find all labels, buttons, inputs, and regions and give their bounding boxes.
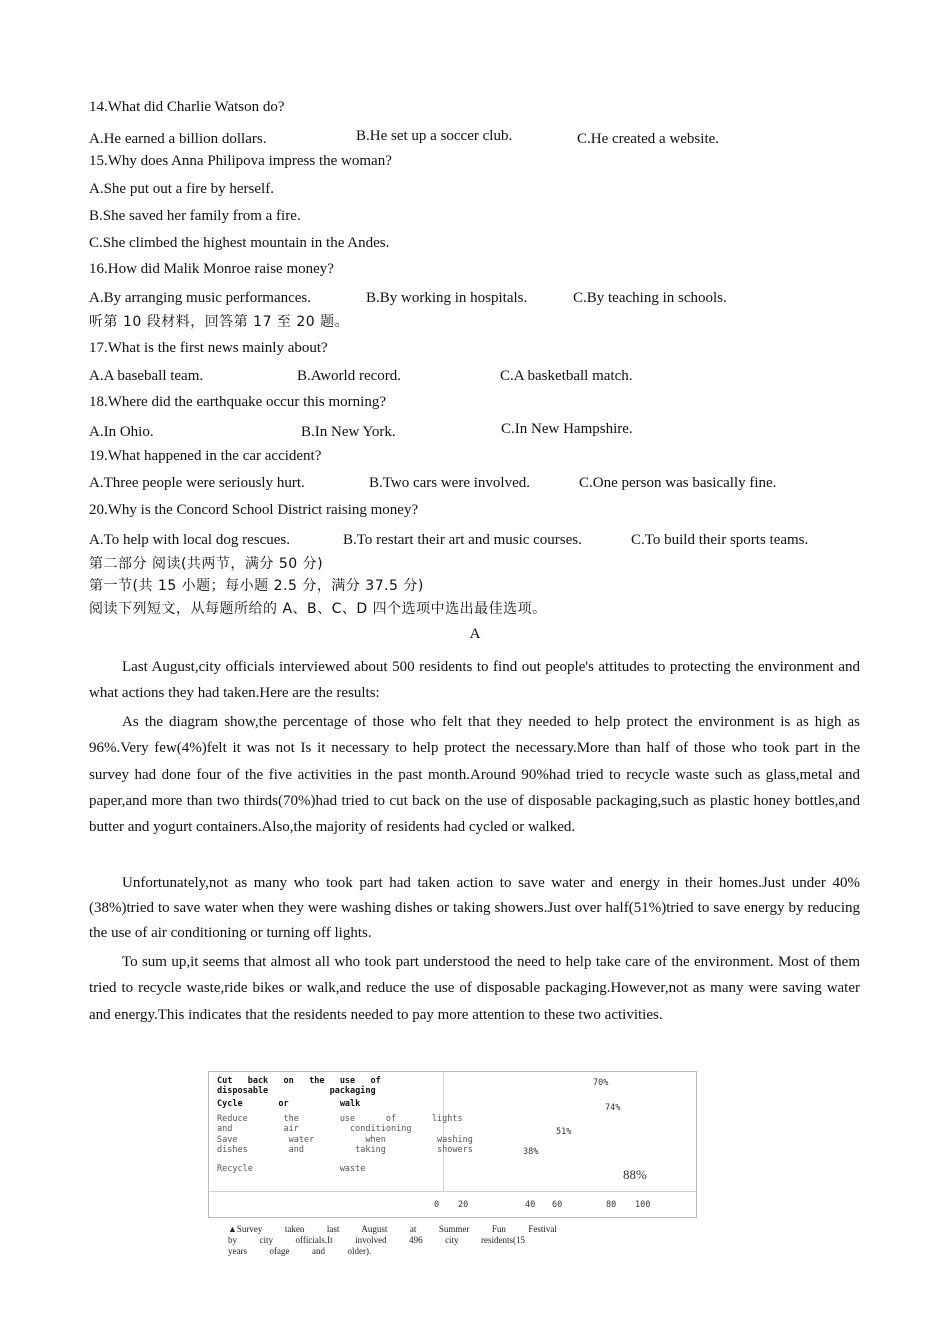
question-18-stem: 18.Where did the earthquake occur this morning?: [89, 394, 386, 410]
part2-directions: 阅读下列短文，从每题所给的 A、B、C、D 四个选项中选出最佳选项。: [89, 601, 547, 617]
question-15-option-a: A.She put out a fire by herself.: [89, 181, 274, 197]
chart-value-label-save-water: 38%: [523, 1147, 539, 1157]
question-17-option-a: A.A baseball team.: [89, 368, 204, 384]
chart-x-tick: 20: [458, 1200, 469, 1210]
survey-chart: [208, 1071, 697, 1218]
question-17-option-b: B.Aworld record.: [297, 368, 402, 384]
chart-category-recycle: Recycle waste: [217, 1164, 366, 1174]
chart-x-tick: 60: [552, 1200, 563, 1210]
question-16-stem: 16.How did Malik Monroe raise money?: [89, 261, 334, 277]
question-20-option-a: A.To help with local dog rescues.: [89, 532, 290, 548]
chart-category-cycle-walk: Cycle or walk: [217, 1099, 361, 1109]
question-15-option-c: C.She climbed the highest mountain in the Andes.: [89, 235, 390, 251]
chart-x-tick: 40: [525, 1200, 536, 1210]
chart-x-axis: [209, 1191, 696, 1218]
chart-x-tick: 0: [434, 1200, 440, 1210]
passage-label: A: [469, 626, 481, 642]
part2-section1: 第一节(共 15 小题；每小题 2.5 分，满分 37.5 分): [89, 578, 424, 594]
question-19-option-c: C.One person was basically fine.: [579, 475, 777, 491]
chart-value-label-cut-back: 70%: [593, 1078, 609, 1088]
question-17-stem: 17.What is the first news mainly about?: [89, 340, 328, 356]
chart-x-tick: 100: [635, 1200, 651, 1210]
question-19-option-a: A.Three people were seriously hurt.: [89, 475, 305, 491]
chart-caption-line-1: ▲Survey taken last August at Summer Fun Festival: [228, 1224, 557, 1234]
chart-caption: [228, 1224, 648, 1257]
instruction-section-10: 听第 10 段材料，回答第 17 至 20 题。: [89, 314, 350, 330]
question-19-option-b: B.Two cars were involved.: [369, 475, 530, 491]
chart-x-tick: 80: [606, 1200, 617, 1210]
question-14-option-a: A.He earned a billion dollars.: [89, 131, 267, 147]
passage-paragraph-1: Last August,city officials interviewed about 500 residents to find out people's attitudes to protecting the environment and what actions they had taken.Here are the results:: [89, 659, 860, 702]
chart-category-panel: [209, 1072, 473, 1191]
chart-value-label-reduce-lights: 51%: [556, 1127, 572, 1137]
question-20-option-b: B.To restart their art and music courses.: [343, 532, 582, 548]
passage-paragraph-2: As the diagram show,the percentage of those who felt that they needed to help protect the environment is as high as 96%.Very few(4%)felt it was not Is it necessary to help protect the necessary.More than half of those who took part in the survey had done four of the five activities in the past month.Around 90%had tried to recycle waste such as glass,metal and paper,and more than two thirds(70%)had tried to cut back on the use of disposable packaging,such as plastic honey bottles,and butter and yogurt containers.Also,the majority of residents had cycled or walked.: [89, 714, 860, 836]
question-18-option-c: C.In New Hampshire.: [501, 421, 633, 437]
chart-value-label-cycle-walk: 74%: [605, 1103, 621, 1113]
question-17-option-c: C.A basketball match.: [500, 368, 633, 384]
passage-paragraph-4: To sum up,it seems that almost all who took part understood the need to help take care of the environment. Most of them tried to recycle waste,ride bikes or walk,and reduce the use of disposable packaging.However,not as many were saving water and energy.This indicates that the residents needed to pay more attention to these two activities.: [89, 954, 860, 1023]
question-16-option-a: A.By arranging music performances.: [89, 290, 312, 306]
chart-caption-line-3: years ofage and older).: [228, 1246, 372, 1256]
question-19-stem: 19.What happened in the car accident?: [89, 448, 322, 464]
question-16-option-c: C.By teaching in schools.: [573, 290, 727, 306]
question-20-option-c: C.To build their sports teams.: [631, 532, 809, 548]
question-18-option-b: B.In New York.: [301, 424, 396, 440]
passage-paragraph-3: Unfortunately,not as many who took part had taken action to save water and energy in their homes.Just under 40%(38%)tried to save water when they were washing dishes or taking showers.Just over half(51%)tried to save energy by reducing the use of air conditioning or turning off lights.: [89, 875, 860, 941]
question-15-option-b: B.She saved her family from a fire.: [89, 208, 301, 224]
question-20-stem: 20.Why is the Concord School District raising money?: [89, 502, 419, 518]
question-16-option-b: B.By working in hospitals.: [366, 290, 528, 306]
part2-title: 第二部分 阅读(共两节，满分 50 分): [89, 556, 324, 572]
question-15-stem: 15.Why does Anna Philipova impress the woman?: [89, 153, 392, 169]
question-14-option-c: C.He created a website.: [577, 131, 720, 147]
chart-value-label-recycle: 88%: [623, 1167, 647, 1182]
question-18-option-a: A.In Ohio.: [89, 424, 154, 440]
chart-category-cut-back: Cut back on the use of disposable packaging: [217, 1076, 381, 1096]
question-14-option-b: B.He set up a soccer club.: [356, 128, 513, 144]
chart-category-reduce-lights: Reduce the use of lights and air conditioning: [217, 1114, 463, 1134]
chart-caption-line-2: by city officials.It involved 496 city residents(15: [228, 1235, 526, 1245]
question-14-stem: 14.What did Charlie Watson do?: [89, 99, 285, 115]
chart-category-save-water: Save water when washing dishes and taking showers: [217, 1135, 473, 1155]
